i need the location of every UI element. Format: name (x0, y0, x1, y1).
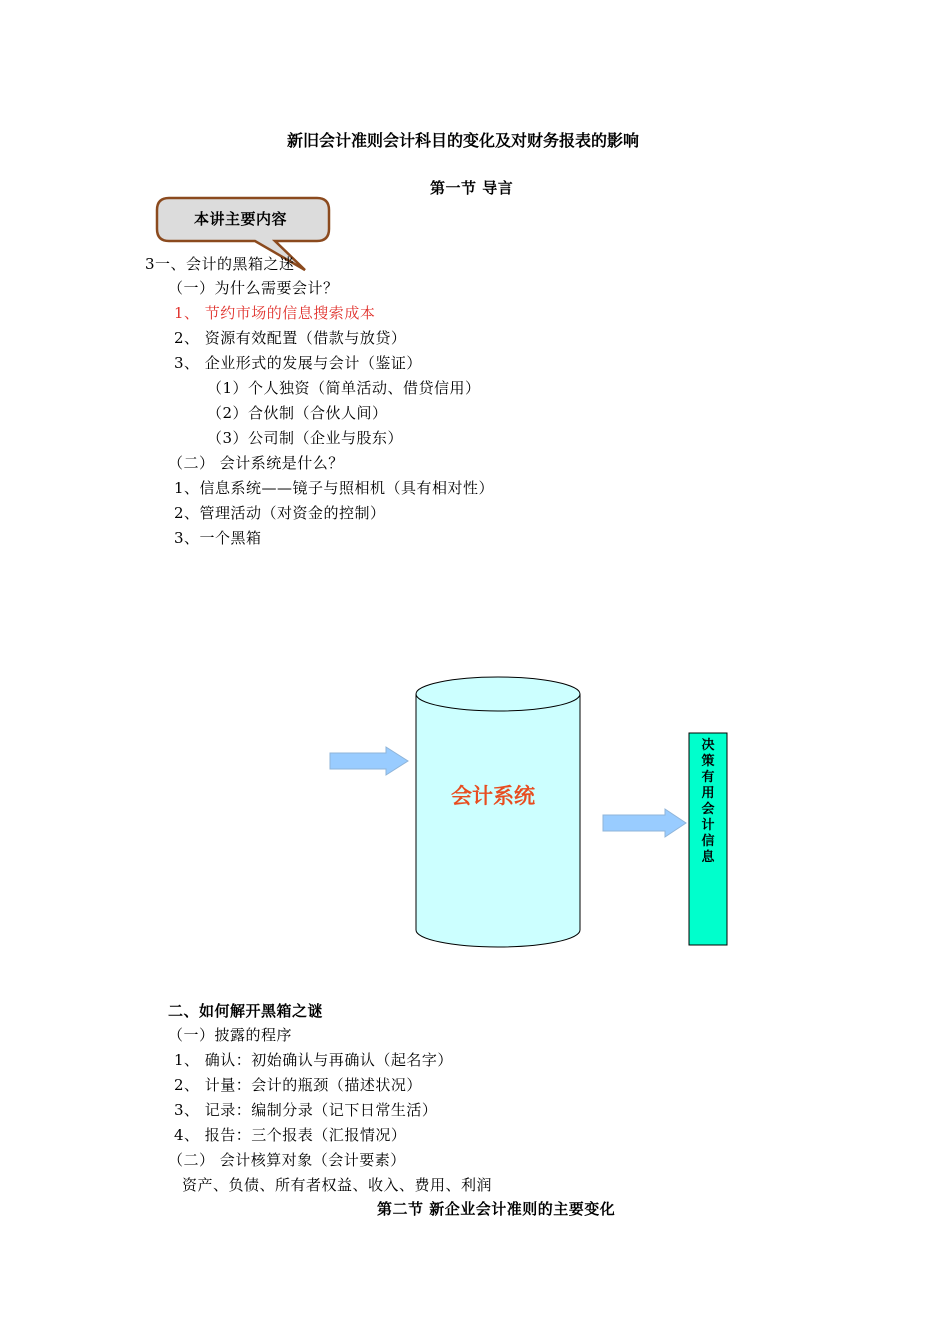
callout-label: 本讲主要内容 (194, 210, 288, 228)
cylinder-top (416, 677, 580, 711)
part2-item-4: 4、 报告：三个报表（汇报情况） (174, 1126, 407, 1144)
part1-item-1: 1、 节约市场的信息搜索成本 (174, 304, 376, 322)
input-arrow (330, 747, 408, 775)
diagram-center-label: 会计系统 (451, 784, 535, 808)
black-box-diagram (320, 675, 740, 955)
part2-heading: 二、如何解开黑箱之谜 (168, 1002, 324, 1020)
part1-sub-3: （3）公司制（企业与股东） (207, 429, 404, 447)
part2-question-2: （二） 会计核算对象（会计要素） (168, 1151, 406, 1169)
output-arrow (603, 809, 686, 837)
part2-item-3: 3、 记录：编制分录（记下日常生活） (174, 1101, 438, 1119)
part2-item-1: 1、 确认：初始确认与再确认（起名字） (174, 1051, 453, 1069)
part2-item-2: 2、 计量：会计的瓶颈（描述状况） (174, 1076, 422, 1094)
section-heading-2: 第二节 新企业会计准则的主要变化 (377, 1200, 616, 1218)
part1-item2-1: 1、信息系统——镜子与照相机（具有相对性） (174, 479, 495, 497)
part1-item-3: 3、 企业形式的发展与会计（鉴证） (174, 354, 422, 372)
part1-question-2: （二） 会计系统是什么？ (168, 454, 344, 472)
part1-heading: 3一、会计的黑箱之迷 (145, 255, 295, 273)
part1-item2-2: 2、管理活动（对资金的控制） (174, 504, 386, 522)
page-title: 新旧会计准则会计科目的变化及对财务报表的影响 (287, 131, 640, 150)
diagram-output-label: 决策有用会计信息 (701, 738, 715, 865)
part1-sub-2: （2）合伙制（合伙人间） (207, 404, 388, 422)
part2-elements: 资产、负债、所有者权益、收入、费用、利润 (182, 1176, 493, 1194)
part1-item-2: 2、 资源有效配置（借款与放贷） (174, 329, 407, 347)
part2-question-1: （一）披露的程序 (168, 1026, 293, 1044)
section-heading-1: 第一节 导言 (430, 179, 514, 197)
part1-sub-1: （1）个人独资（简单活动、借贷信用） (207, 379, 481, 397)
part1-question-1: （一）为什么需要会计？ (168, 279, 339, 297)
part1-item2-3: 3、一个黑箱 (174, 529, 262, 547)
cylinder-body (416, 694, 580, 947)
